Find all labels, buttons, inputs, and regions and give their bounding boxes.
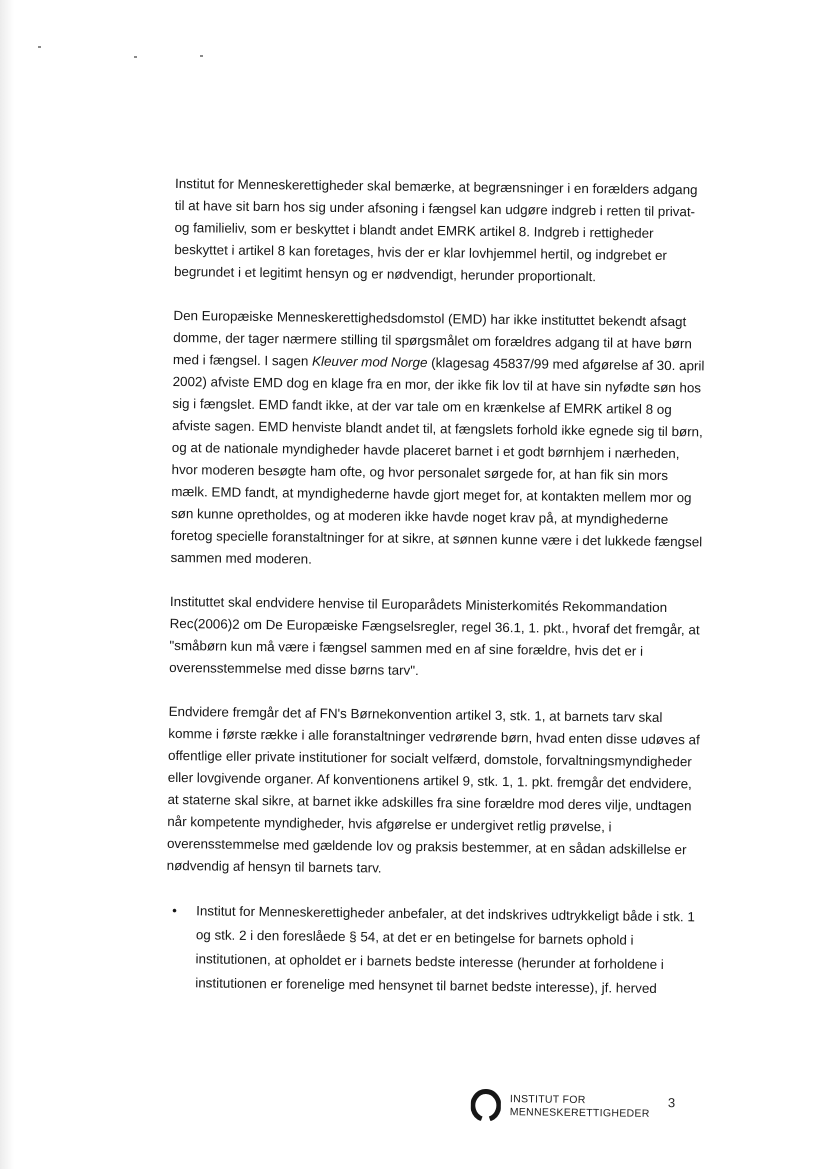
paragraph-child-convention [167, 701, 701, 883]
institute-ring-logo-icon [471, 1089, 501, 1121]
institute-name [510, 1093, 650, 1121]
page-number: 3 [667, 1095, 676, 1111]
paragraph-privacy [174, 173, 707, 289]
recommendation-list [165, 899, 698, 1001]
text-run: Instituttet skal endvidere henvise til Europarådets Ministerkomités Rekommandation Rec(2006)2 om De Europæiske Fængselsregler, regel 36.1, 1. pkt., hvoraf det fremgår, at "småbørn kun må være i fængsel sammen med en af sine forældre, hvis det er i overensstemmelse med disse børns tarv". [169, 593, 700, 678]
text-run: (klagesag 45837/99 med afgørelse af 30. april 2002) afviste EMD dog en klage fra en mor, der ikke fik lov til at have sin nyfødte søn hos sig i fængslet. EMD fandt ikke, at der var tale om en krænkelse af EMRK artikel 8 og afviste sagen. EMD henviste blandt andet til, at fængslets forhold ikke egnede sig til børn, og at de nationale myndigheder havde placeret barnet i et godt børnhjem i nærheden, hvor moderen besøgte ham ofte, og hvor personalet sørgede for, at han fik sin mors mælk. EMD fandt, at myndighederne havde gjort meget for, at kontakten mellem mor og søn kunne opretholdes, og at moderen ikke havde noget krav på, at myndighederne foretog specielle foranstaltninger for at sikre, at sønnen kunne være i det lukkede fængsel sammen med moderen. [170, 355, 705, 567]
case-name: Kleuver mod Norge [312, 353, 428, 371]
text-run: Institut for Menneskerettigheder skal bemærke, at begrænsninger i en forælders adgang til at have sit barn hos sig under afsoning i fængsel kan udgøre indgreb i retten til privat- og familieliv, som er beskyttet i blandt andet EMRK artikel 8. Indgreb i rettigheder beskyttet i artikel 8 kan foretages, hvis der er klar lovhjemmel hertil, og indgrebet er begrundet i et legitimt hensyn og er nødvendigt, herunder proportionalt. [173, 175, 698, 285]
paragraph-emd-case [170, 305, 705, 575]
recommendation-item: • Institut for Menneskerettigheder anbefaler, at det indskrives udtrykkeligt både i stk. 1 og stk. 2 i den foreslåede § 54, at det er en betingelse for barnets ophold i institutionen, at opholdet er i barnets bedste interesse (herunder at forholdene i institutionen er forenelige med hensynet til barnet bedste interesse), jf. herved [165, 899, 698, 1001]
document-body [165, 173, 707, 1001]
paragraph-prison-rules [169, 591, 702, 685]
text-run: Endvidere fremgår det af FN's Børnekonvention artikel 3, stk. 1, at barnets tarv skal komme i første række i alle foranstaltninger vedrørende børn, hvad enten disse udøves af offentlige eller private institutioner for socialt velfærd, domstole, forvaltningsmyndigheder eller lovgivende organer. Af konventionens artikel 9, stk. 1, 1. pkt. fremgår det endvidere, at staterne skal sikre, at barnet ikke adskilles fra sine forældre mod deres vilje, undtagen når kompetente myndigheder, hvis afgørelse er undergivet retlig prøvelse, i overensstemmelse med gældende lov og praksis bestemmer, at en sådan adskillelse er nødvendig af hensyn til barnets tarv. [166, 703, 700, 876]
institute-name-line1: INSTITUT FOR [509, 1093, 586, 1107]
institute-name-line2: MENNESKERETTIGHEDER [509, 1106, 650, 1120]
page-footer [471, 1088, 711, 1131]
text-run: Den Europæiske Menneskerettighedsdomstol (EMD) har ikke instituttet bekendt afsagt domme, der tager nærmere stilling til spørgsmålet om forældres adgang til at have børn med i fængsel. I sagen [172, 307, 692, 369]
